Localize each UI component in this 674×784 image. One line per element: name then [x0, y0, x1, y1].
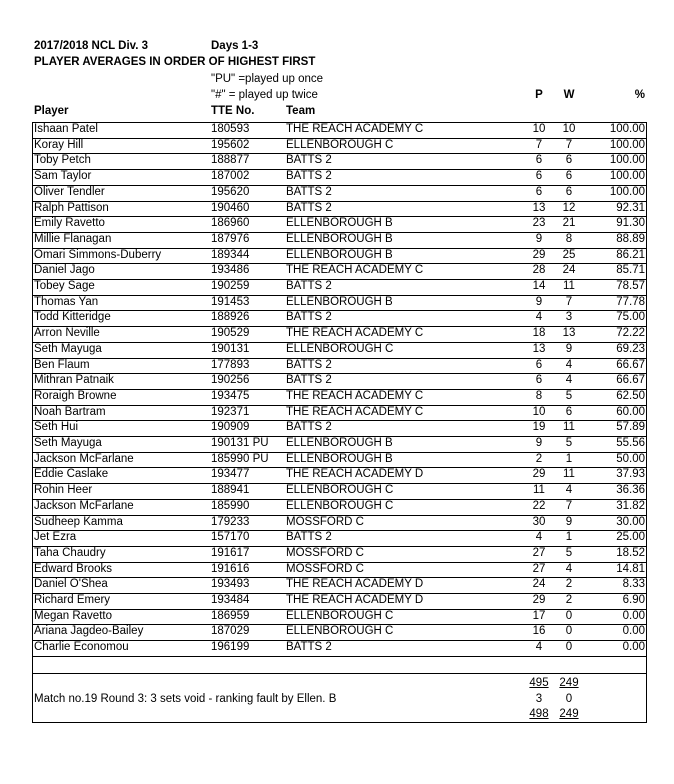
cell-team: THE REACH ACADEMY C [286, 405, 424, 418]
cell-team: ELLENBOROUGH C [286, 625, 394, 638]
row-divider [32, 342, 647, 343]
cell-player: Sudheep Kamma [34, 515, 123, 528]
cell-pct: 75.00 [616, 311, 645, 324]
col-p: P [535, 89, 543, 101]
cell-team: BATTS 2 [286, 311, 332, 324]
total-p: 498 [529, 708, 549, 720]
row-divider [32, 295, 647, 296]
cell-team: ELLENBOROUGH B [286, 295, 393, 308]
cell-team: BATTS 2 [286, 374, 332, 387]
cell-tte: 190529 [211, 327, 250, 340]
row-divider [32, 483, 647, 484]
cell-p: 13 [532, 342, 546, 355]
cell-team: BATTS 2 [286, 421, 332, 434]
cell-pct: 85.71 [616, 264, 645, 277]
cell-w: 4 [565, 562, 573, 575]
cell-player: Seth Hui [34, 421, 79, 434]
cell-pct: 57.89 [616, 421, 645, 434]
col-player: Player [34, 105, 69, 117]
cell-w: 9 [565, 515, 573, 528]
cell-p: 7 [535, 138, 543, 151]
cell-player: Ariana Jagdeo-Bailey [34, 625, 144, 638]
row-divider [32, 279, 647, 280]
row-divider [32, 436, 647, 437]
cell-team: BATTS 2 [286, 280, 332, 292]
cell-player: Ishaan Patel [34, 123, 98, 135]
cell-pct: 31.82 [616, 499, 645, 512]
cell-w: 4 [565, 484, 573, 497]
row-divider [32, 216, 647, 217]
cell-pct: 91.30 [616, 217, 645, 230]
cell-w: 24 [562, 264, 576, 277]
cell-team: BATTS 2 [286, 641, 332, 654]
cell-team: MOSSFORD C [286, 546, 364, 559]
cell-pct: 60.00 [616, 405, 645, 418]
cell-tte: 185990 [211, 499, 250, 512]
cell-player: Todd Kitteridge [34, 311, 111, 324]
cell-tte: 190256 [211, 374, 250, 387]
cell-pct: 92.31 [616, 201, 645, 214]
cell-pct: 77.78 [616, 295, 645, 308]
row-divider [32, 530, 647, 531]
cell-pct: 66.67 [616, 358, 645, 371]
cell-p: 10 [532, 123, 546, 135]
cell-team: BATTS 2 [286, 185, 332, 198]
cell-tte: 191616 [211, 562, 250, 575]
cell-p: 19 [532, 421, 546, 434]
cell-player: Millie Flanagan [34, 232, 112, 245]
cell-team: ELLENBOROUGH C [286, 138, 394, 151]
cell-w: 5 [565, 437, 573, 449]
cell-pct: 14.81 [616, 562, 645, 575]
totals-divider [32, 722, 647, 723]
cell-pct: 78.57 [616, 280, 645, 292]
cell-tte: 191617 [211, 546, 250, 559]
cell-w: 4 [565, 374, 573, 387]
cell-tte: 190259 [211, 280, 250, 292]
cell-team: THE REACH ACADEMY D [286, 594, 424, 606]
cell-player: Ben Flaum [34, 358, 90, 371]
cell-player: Jackson McFarlane [34, 499, 134, 512]
row-divider [32, 326, 647, 327]
cell-p: 28 [532, 264, 546, 277]
cell-team: ELLENBOROUGH C [286, 609, 394, 622]
cell-player: Emily Ravetto [34, 217, 105, 230]
cell-team: BATTS 2 [286, 358, 332, 371]
cell-team: ELLENBOROUGH B [286, 217, 393, 230]
row-divider [32, 185, 647, 186]
cell-w: 0 [565, 609, 573, 622]
cell-pct: 37.93 [616, 468, 645, 481]
cell-pct: 88.89 [616, 232, 645, 245]
cell-w: 13 [562, 327, 576, 340]
cell-pct: 66.67 [616, 374, 645, 387]
cell-p: 24 [532, 578, 546, 591]
cell-pct: 100.00 [609, 170, 645, 183]
row-divider [32, 373, 647, 374]
cell-tte: 193493 [211, 578, 250, 591]
cell-p: 11 [533, 484, 545, 497]
cell-team: ELLENBOROUGH B [286, 232, 393, 245]
cell-pct: 62.50 [616, 389, 645, 402]
cell-p: 9 [535, 295, 543, 308]
cell-player: Rohin Heer [34, 484, 93, 497]
cell-w: 1 [565, 531, 573, 544]
cell-tte: 185990 PU [211, 452, 269, 465]
cell-team: BATTS 2 [286, 531, 332, 544]
cell-player: Edward Brooks [34, 562, 112, 575]
cell-tte: 189344 [211, 248, 250, 261]
cell-team: BATTS 2 [286, 201, 332, 214]
cell-pct: 100.00 [609, 154, 645, 167]
cell-pct: 69.23 [616, 342, 645, 355]
cell-pct: 50.00 [616, 452, 645, 465]
col-w: W [563, 89, 575, 101]
cell-pct: 25.00 [616, 531, 645, 544]
table-border [32, 122, 33, 723]
cell-team: MOSSFORD C [286, 562, 364, 575]
cell-w: 5 [565, 546, 573, 559]
cell-player: Jackson McFarlane [34, 452, 134, 465]
row-divider [32, 452, 647, 453]
cell-w: 8 [565, 232, 573, 245]
cell-p: 23 [532, 217, 546, 230]
cell-team: THE REACH ACADEMY C [286, 389, 424, 402]
row-divider [32, 562, 647, 563]
cell-w: 2 [565, 594, 573, 606]
cell-p: 16 [532, 625, 546, 638]
cell-team: ELLENBOROUGH B [286, 452, 393, 465]
cell-p: 27 [532, 546, 546, 559]
cell-w: 25 [562, 248, 576, 261]
cell-w: 21 [562, 217, 576, 230]
cell-tte: 186960 [211, 217, 250, 230]
cell-w: 7 [565, 295, 573, 308]
row-divider [32, 467, 647, 468]
cell-pct: 100.00 [609, 123, 645, 135]
cell-player: Koray Hill [34, 138, 84, 151]
cell-w: 11 [563, 421, 575, 434]
cell-tte: 187002 [211, 170, 250, 183]
report-title: PLAYER AVERAGES IN ORDER OF HIGHEST FIRST [34, 56, 316, 68]
cell-tte: 195602 [211, 138, 250, 151]
cell-team: BATTS 2 [286, 154, 332, 167]
cell-tte: 193484 [211, 594, 250, 606]
col-pct: % [634, 89, 645, 101]
cell-p: 29 [532, 594, 546, 606]
row-divider [32, 499, 647, 500]
cell-p: 18 [532, 327, 546, 340]
cell-tte: 191453 [211, 295, 250, 308]
cell-pct: 86.21 [616, 248, 645, 261]
cell-player: Daniel Jago [34, 264, 95, 277]
subtotal-w: 249 [559, 677, 579, 689]
cell-w: 12 [562, 201, 576, 214]
cell-w: 6 [565, 185, 573, 198]
cell-tte: 190131 PU [211, 437, 269, 449]
cell-player: Noah Bartram [34, 405, 106, 418]
cell-w: 0 [565, 625, 573, 638]
cell-tte: 190131 [211, 342, 250, 355]
row-divider [32, 420, 647, 421]
cell-player: Seth Mayuga [34, 342, 102, 355]
cell-pct: 72.22 [616, 327, 645, 340]
cell-p: 29 [532, 248, 546, 261]
subtotal-p: 495 [529, 677, 549, 689]
cell-team: THE REACH ACADEMY D [286, 468, 424, 481]
cell-w: 11 [563, 468, 575, 481]
cell-p: 6 [535, 185, 543, 198]
cell-pct: 18.52 [616, 546, 645, 559]
cell-w: 4 [565, 358, 573, 371]
cell-player: Ralph Pattison [34, 201, 109, 214]
cell-tte: 188877 [211, 154, 250, 167]
cell-team: THE REACH ACADEMY C [286, 327, 424, 340]
cell-p: 2 [535, 452, 543, 465]
row-divider [32, 169, 647, 170]
cell-p: 22 [532, 499, 546, 512]
row-divider [32, 405, 647, 406]
cell-player: Megan Ravetto [34, 609, 112, 622]
cell-tte: 157170 [211, 531, 250, 544]
cell-team: BATTS 2 [286, 170, 332, 183]
row-divider [32, 577, 647, 578]
cell-p: 27 [532, 562, 546, 575]
cell-p: 6 [535, 374, 543, 387]
cell-p: 4 [535, 641, 543, 654]
cell-p: 4 [535, 531, 543, 544]
row-divider [32, 640, 647, 641]
row-divider [32, 232, 647, 233]
cell-w: 7 [565, 499, 573, 512]
row-divider [32, 310, 647, 311]
cell-tte: 187976 [211, 232, 250, 245]
cell-tte: 179233 [211, 515, 250, 528]
cell-pct: 6.90 [622, 594, 645, 606]
cell-pct: 0.00 [622, 625, 645, 638]
row-divider [32, 153, 647, 154]
cell-tte: 193475 [211, 389, 250, 402]
cell-tte: 188926 [211, 311, 250, 324]
cell-tte: 186959 [211, 609, 250, 622]
cell-p: 10 [532, 405, 546, 418]
cell-pct: 100.00 [609, 185, 645, 198]
cell-pct: 36.36 [616, 484, 645, 497]
void-w: 0 [565, 693, 573, 705]
col-team: Team [286, 105, 316, 117]
void-p: 3 [535, 693, 543, 705]
cell-player: Taha Chaudry [34, 546, 106, 559]
cell-team: ELLENBOROUGH C [286, 342, 394, 355]
cell-player: Tobey Sage [34, 280, 95, 292]
row-divider [32, 358, 647, 359]
row-divider [32, 389, 647, 390]
cell-p: 17 [532, 609, 546, 622]
cell-tte: 193486 [211, 264, 250, 277]
cell-pct: 0.00 [622, 641, 645, 654]
cell-w: 11 [563, 280, 575, 292]
cell-tte: 195620 [211, 185, 250, 198]
cell-player: Daniel O'Shea [34, 578, 108, 591]
cell-pct: 8.33 [622, 578, 645, 591]
cell-w: 10 [562, 123, 576, 135]
cell-tte: 188941 [211, 484, 250, 497]
cell-tte: 193477 [211, 468, 250, 481]
cell-pct: 0.00 [622, 609, 645, 622]
cell-pct: 30.00 [616, 515, 645, 528]
league-title: 2017/2018 NCL Div. 3 [34, 40, 149, 52]
cell-w: 5 [565, 389, 573, 402]
cell-tte: 190460 [211, 201, 250, 214]
cell-player: Roraigh Browne [34, 389, 117, 402]
cell-player: Toby Petch [34, 154, 91, 167]
cell-team: ELLENBOROUGH C [286, 484, 394, 497]
row-divider [32, 656, 647, 657]
total-w: 249 [559, 708, 579, 720]
cell-tte: 177893 [211, 358, 250, 371]
cell-player: Seth Mayuga [34, 437, 102, 449]
row-divider [32, 609, 647, 610]
cell-w: 6 [565, 154, 573, 167]
pu-note: "PU" =played up once [211, 73, 324, 85]
cell-player: Omari Simmons-Duberry [34, 248, 162, 261]
cell-w: 6 [565, 170, 573, 183]
col-tte: TTE No. [211, 105, 255, 117]
cell-w: 2 [565, 578, 573, 591]
row-divider [32, 138, 647, 139]
cell-tte: 196199 [211, 641, 250, 654]
cell-team: THE REACH ACADEMY C [286, 123, 424, 135]
cell-p: 30 [532, 515, 546, 528]
cell-pct: 55.56 [616, 437, 645, 449]
cell-p: 9 [535, 232, 543, 245]
cell-team: ELLENBOROUGH B [286, 437, 393, 449]
row-divider [32, 122, 647, 123]
cell-p: 14 [532, 280, 546, 292]
cell-pct: 100.00 [609, 138, 645, 151]
cell-team: THE REACH ACADEMY C [286, 264, 424, 277]
cell-tte: 180593 [211, 123, 250, 135]
cell-team: ELLENBOROUGH C [286, 499, 394, 512]
row-divider [32, 624, 647, 625]
cell-player: Thomas Yan [34, 295, 99, 308]
cell-w: 7 [565, 138, 573, 151]
row-divider [32, 546, 647, 547]
cell-p: 13 [532, 201, 546, 214]
cell-team: MOSSFORD C [286, 515, 364, 528]
cell-player: Arron Neville [34, 327, 100, 340]
cell-player: Jet Ezra [34, 531, 77, 544]
row-divider [32, 593, 647, 594]
cell-p: 4 [535, 311, 543, 324]
cell-w: 3 [565, 311, 573, 324]
cell-p: 8 [535, 389, 543, 402]
totals-divider [32, 673, 647, 674]
days-label: Days 1-3 [211, 40, 259, 52]
cell-w: 1 [565, 452, 573, 465]
row-divider [32, 201, 647, 202]
cell-p: 6 [535, 154, 543, 167]
void-note: Match no.19 Round 3: 3 sets void - ranking fault by Ellen. B [34, 693, 337, 705]
cell-tte: 190909 [211, 421, 250, 434]
table-border [646, 122, 647, 723]
cell-player: Charlie Economou [34, 641, 129, 654]
cell-p: 6 [535, 170, 543, 183]
hash-note: "#" = played up twice [211, 89, 318, 101]
cell-player: Eddie Caslake [34, 468, 109, 481]
cell-team: ELLENBOROUGH B [286, 248, 393, 261]
cell-w: 0 [565, 641, 573, 654]
cell-team: THE REACH ACADEMY D [286, 578, 424, 591]
cell-tte: 192371 [211, 405, 250, 418]
cell-w: 9 [565, 342, 573, 355]
row-divider [32, 248, 647, 249]
cell-p: 29 [532, 468, 546, 481]
cell-player: Oliver Tendler [34, 185, 105, 198]
cell-player: Sam Taylor [34, 170, 92, 183]
cell-player: Mithran Patnaik [34, 374, 114, 387]
cell-tte: 187029 [211, 625, 250, 638]
cell-player: Richard Emery [34, 594, 111, 606]
cell-p: 9 [535, 437, 543, 449]
row-divider [32, 263, 647, 264]
cell-p: 6 [535, 358, 543, 371]
row-divider [32, 515, 647, 516]
cell-w: 6 [565, 405, 573, 418]
